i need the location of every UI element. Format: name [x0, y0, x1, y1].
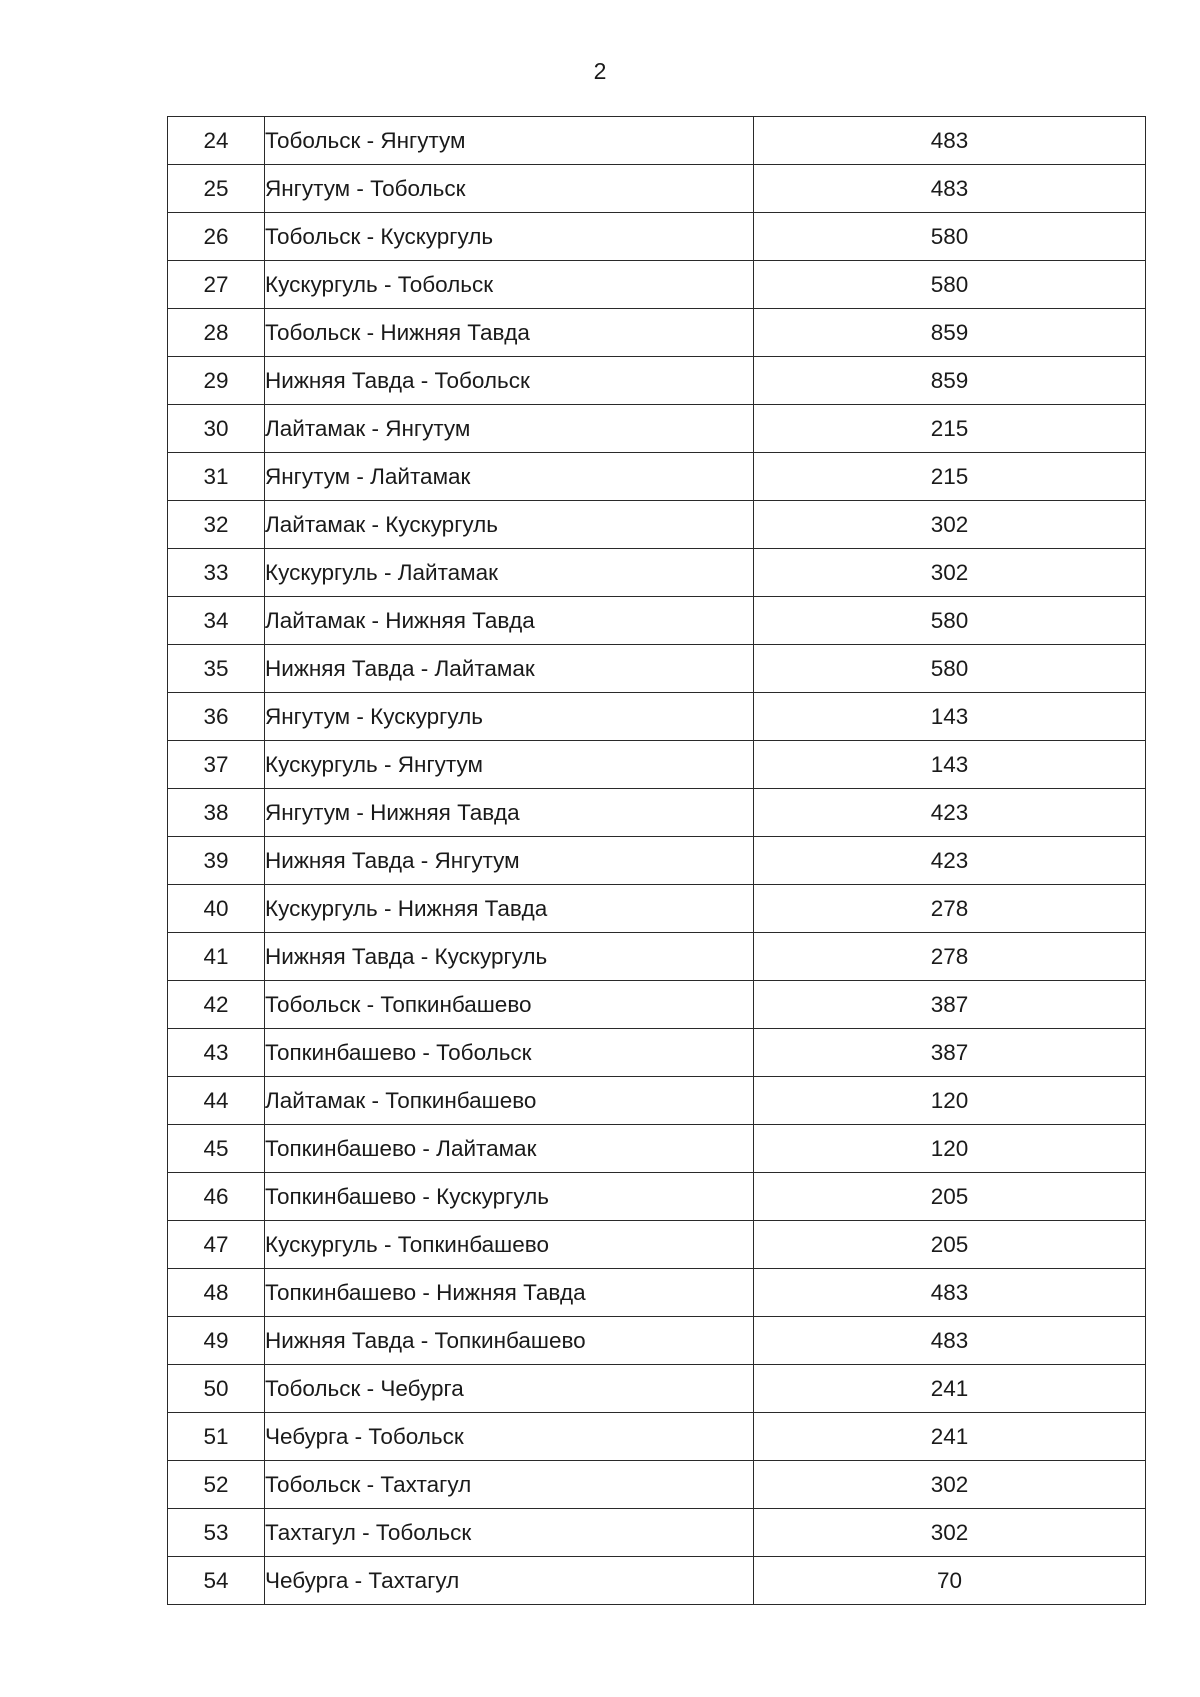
table-row	[168, 1173, 1146, 1221]
distance-cell: 423	[754, 789, 1146, 837]
row-number-cell: 51	[168, 1413, 265, 1461]
distance-cell: 387	[754, 1029, 1146, 1077]
row-number-cell: 29	[168, 357, 265, 405]
route-name-cell: Топкинбашево - Лайтамак	[265, 1125, 754, 1173]
route-name-cell: Нижняя Тавда - Топкинбашево	[265, 1317, 754, 1365]
distance-cell: 205	[754, 1221, 1146, 1269]
routes-table	[167, 116, 1146, 1605]
table-row	[168, 501, 1146, 549]
distance-cell: 387	[754, 981, 1146, 1029]
route-name-cell: Тахтагул - Тобольск	[265, 1509, 754, 1557]
row-number-cell: 33	[168, 549, 265, 597]
distance-cell: 278	[754, 933, 1146, 981]
row-number-cell: 26	[168, 213, 265, 261]
route-name-cell: Лайтамак - Нижняя Тавда	[265, 597, 754, 645]
route-name-cell: Тобольск - Нижняя Тавда	[265, 309, 754, 357]
route-name-cell: Нижняя Тавда - Кускургуль	[265, 933, 754, 981]
table-row	[168, 837, 1146, 885]
table-row	[168, 405, 1146, 453]
row-number-cell: 32	[168, 501, 265, 549]
table-row	[168, 1221, 1146, 1269]
distance-cell: 70	[754, 1557, 1146, 1605]
distance-cell: 205	[754, 1173, 1146, 1221]
table-row	[168, 597, 1146, 645]
route-name-cell: Кускургуль - Лайтамак	[265, 549, 754, 597]
distance-cell: 278	[754, 885, 1146, 933]
distance-cell: 120	[754, 1125, 1146, 1173]
table-row	[168, 645, 1146, 693]
row-number-cell: 48	[168, 1269, 265, 1317]
row-number-cell: 27	[168, 261, 265, 309]
route-name-cell: Лайтамак - Топкинбашево	[265, 1077, 754, 1125]
table-row	[168, 261, 1146, 309]
distance-cell: 859	[754, 357, 1146, 405]
route-name-cell: Янгутум - Нижняя Тавда	[265, 789, 754, 837]
row-number-cell: 54	[168, 1557, 265, 1605]
route-name-cell: Тобольск - Тахтагул	[265, 1461, 754, 1509]
distance-cell: 580	[754, 597, 1146, 645]
row-number-cell: 30	[168, 405, 265, 453]
table-row	[168, 1269, 1146, 1317]
route-name-cell: Кускургуль - Нижняя Тавда	[265, 885, 754, 933]
table-row	[168, 1509, 1146, 1557]
route-name-cell: Янгутум - Тобольск	[265, 165, 754, 213]
table-row	[168, 1365, 1146, 1413]
row-number-cell: 47	[168, 1221, 265, 1269]
distance-cell: 580	[754, 261, 1146, 309]
route-name-cell: Топкинбашево - Тобольск	[265, 1029, 754, 1077]
table-row	[168, 1125, 1146, 1173]
route-name-cell: Кускургуль - Янгутум	[265, 741, 754, 789]
table-row	[168, 789, 1146, 837]
table-row	[168, 1317, 1146, 1365]
row-number-cell: 40	[168, 885, 265, 933]
distance-cell: 302	[754, 1509, 1146, 1557]
row-number-cell: 34	[168, 597, 265, 645]
route-name-cell: Топкинбашево - Нижняя Тавда	[265, 1269, 754, 1317]
table-row	[168, 549, 1146, 597]
row-number-cell: 43	[168, 1029, 265, 1077]
route-name-cell: Чебурга - Тахтагул	[265, 1557, 754, 1605]
distance-cell: 143	[754, 693, 1146, 741]
row-number-cell: 31	[168, 453, 265, 501]
distance-cell: 143	[754, 741, 1146, 789]
route-name-cell: Нижняя Тавда - Лайтамак	[265, 645, 754, 693]
row-number-cell: 52	[168, 1461, 265, 1509]
distance-cell: 302	[754, 1461, 1146, 1509]
row-number-cell: 24	[168, 117, 265, 165]
route-name-cell: Кускургуль - Топкинбашево	[265, 1221, 754, 1269]
row-number-cell: 35	[168, 645, 265, 693]
route-name-cell: Янгутум - Кускургуль	[265, 693, 754, 741]
row-number-cell: 37	[168, 741, 265, 789]
distance-cell: 483	[754, 1269, 1146, 1317]
route-name-cell: Кускургуль - Тобольск	[265, 261, 754, 309]
distance-cell: 483	[754, 165, 1146, 213]
row-number-cell: 45	[168, 1125, 265, 1173]
row-number-cell: 44	[168, 1077, 265, 1125]
route-name-cell: Нижняя Тавда - Тобольск	[265, 357, 754, 405]
table-row	[168, 885, 1146, 933]
table-row	[168, 933, 1146, 981]
distance-cell: 241	[754, 1413, 1146, 1461]
distance-cell: 859	[754, 309, 1146, 357]
table-row	[168, 981, 1146, 1029]
distance-cell: 580	[754, 645, 1146, 693]
table-row	[168, 1029, 1146, 1077]
route-name-cell: Нижняя Тавда - Янгутум	[265, 837, 754, 885]
table-row	[168, 213, 1146, 261]
distance-cell: 302	[754, 501, 1146, 549]
row-number-cell: 46	[168, 1173, 265, 1221]
distance-cell: 302	[754, 549, 1146, 597]
row-number-cell: 41	[168, 933, 265, 981]
distance-cell: 483	[754, 117, 1146, 165]
row-number-cell: 36	[168, 693, 265, 741]
page-number: 2	[593, 58, 607, 84]
distance-cell: 423	[754, 837, 1146, 885]
row-number-cell: 49	[168, 1317, 265, 1365]
route-name-cell: Тобольск - Топкинбашево	[265, 981, 754, 1029]
table-row	[168, 741, 1146, 789]
route-name-cell: Тобольск - Чебурга	[265, 1365, 754, 1413]
row-number-cell: 53	[168, 1509, 265, 1557]
distance-cell: 215	[754, 453, 1146, 501]
distance-cell: 241	[754, 1365, 1146, 1413]
table-row	[168, 1077, 1146, 1125]
route-name-cell: Янгутум - Лайтамак	[265, 453, 754, 501]
table-row	[168, 165, 1146, 213]
row-number-cell: 42	[168, 981, 265, 1029]
route-name-cell: Лайтамак - Кускургуль	[265, 501, 754, 549]
distance-cell: 120	[754, 1077, 1146, 1125]
table-row	[168, 1557, 1146, 1605]
table-row	[168, 1413, 1146, 1461]
table-row	[168, 357, 1146, 405]
distance-cell: 215	[754, 405, 1146, 453]
row-number-cell: 38	[168, 789, 265, 837]
route-name-cell: Топкинбашево - Кускургуль	[265, 1173, 754, 1221]
route-name-cell: Тобольск - Янгутум	[265, 117, 754, 165]
row-number-cell: 39	[168, 837, 265, 885]
table-row	[168, 309, 1146, 357]
row-number-cell: 25	[168, 165, 265, 213]
table-row	[168, 693, 1146, 741]
route-name-cell: Тобольск - Кускургуль	[265, 213, 754, 261]
distance-cell: 483	[754, 1317, 1146, 1365]
table-row	[168, 117, 1146, 165]
table-row	[168, 1461, 1146, 1509]
route-name-cell: Чебурга - Тобольск	[265, 1413, 754, 1461]
table-row	[168, 453, 1146, 501]
routes-table-body	[168, 117, 1146, 1605]
distance-cell: 580	[754, 213, 1146, 261]
row-number-cell: 50	[168, 1365, 265, 1413]
row-number-cell: 28	[168, 309, 265, 357]
route-name-cell: Лайтамак - Янгутум	[265, 405, 754, 453]
